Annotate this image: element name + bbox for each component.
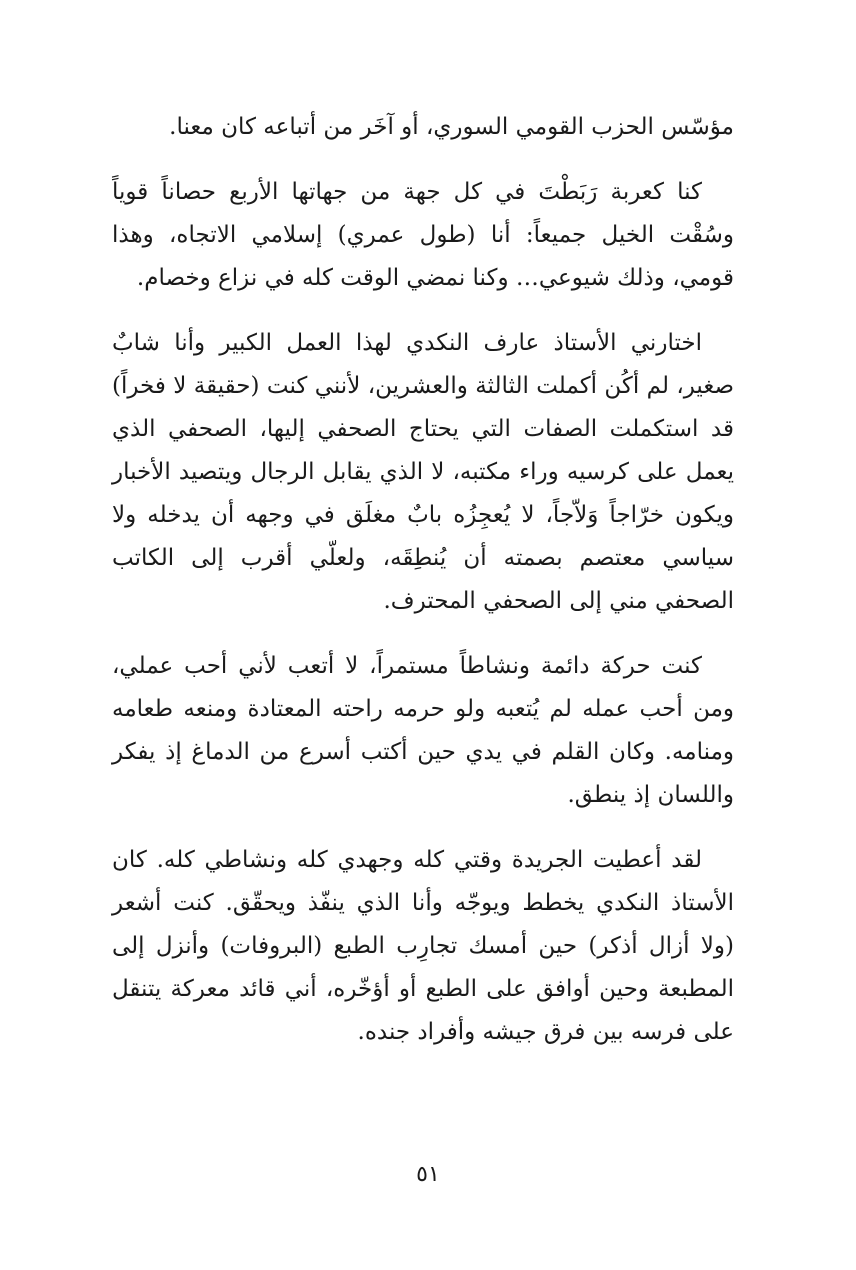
paragraph: اختارني الأستاذ عارف النكدي لهذا العمل الكبير وأنا شابٌ صغير، لم أكُن أكملت الثالثة والعشرين، لأنني كنت (حقيقة لا فخراً) قد استكملت الصفات التي يحتاج الصحفي إليها، الصحفي الذي يعمل على كرسيه وراء مكتبه، لا الذي يقابل الرجال ويتصيد الأخبار ويكون خرّاجاً وَلاّجاً، لا يُعجِزُه بابٌ مغلَق في وجهه أن يدخله ولا سياسي معتصم بصمته أن يُنطِقَه، ولعلّي أقرب إلى الكاتب الصحفي مني إلى الصحفي المحترف. xyxy=(112,330,734,614)
paragraph: كنت حركة دائمة ونشاطاً مستمراً، لا أتعب لأني أحب عملي، ومن أحب عمله لم يُتعبه ولو حرمه راحته المعتادة ومنعه طعامه ومنامه. وكان القلم في يدي حين أكتب أسرع من الدماغ إذ يفكر واللسان إذ ينطق. xyxy=(112,653,734,808)
paragraph: كنا كعربة رَبَطْتَ في كل جهة من جهاتها الأربع حصاناً قوياً وسُقْت الخيل جميعاً: أنا (طول عمري) إسلامي الاتجاه، وهذا قومي، وذلك شيوعي… وكنا نمضي الوقت كله في نزاع وخصام. xyxy=(112,179,734,291)
page-number: ٥١ xyxy=(416,1162,440,1187)
body-text xyxy=(112,106,734,1076)
paragraph-continuation: مؤسّس الحزب القومي السوري، أو آخَر من أتباعه كان معنا. xyxy=(169,114,734,140)
paragraph: لقد أعطيت الجريدة وقتي كله وجهدي كله ونشاطي كله. كان الأستاذ النكدي يخطط ويوجّه وأنا الذي ينفّذ ويحقّق. كنت أشعر (ولا أزال أذكر) حين أمسك تجارِب الطبع (البروفات) وأنزل إلى المطبعة وحين أوافق على الطبع أو أؤخّره، أني قائد معركة يتنقل على فرسه بين فرق جيشه وأفراد جنده. xyxy=(112,847,734,1045)
